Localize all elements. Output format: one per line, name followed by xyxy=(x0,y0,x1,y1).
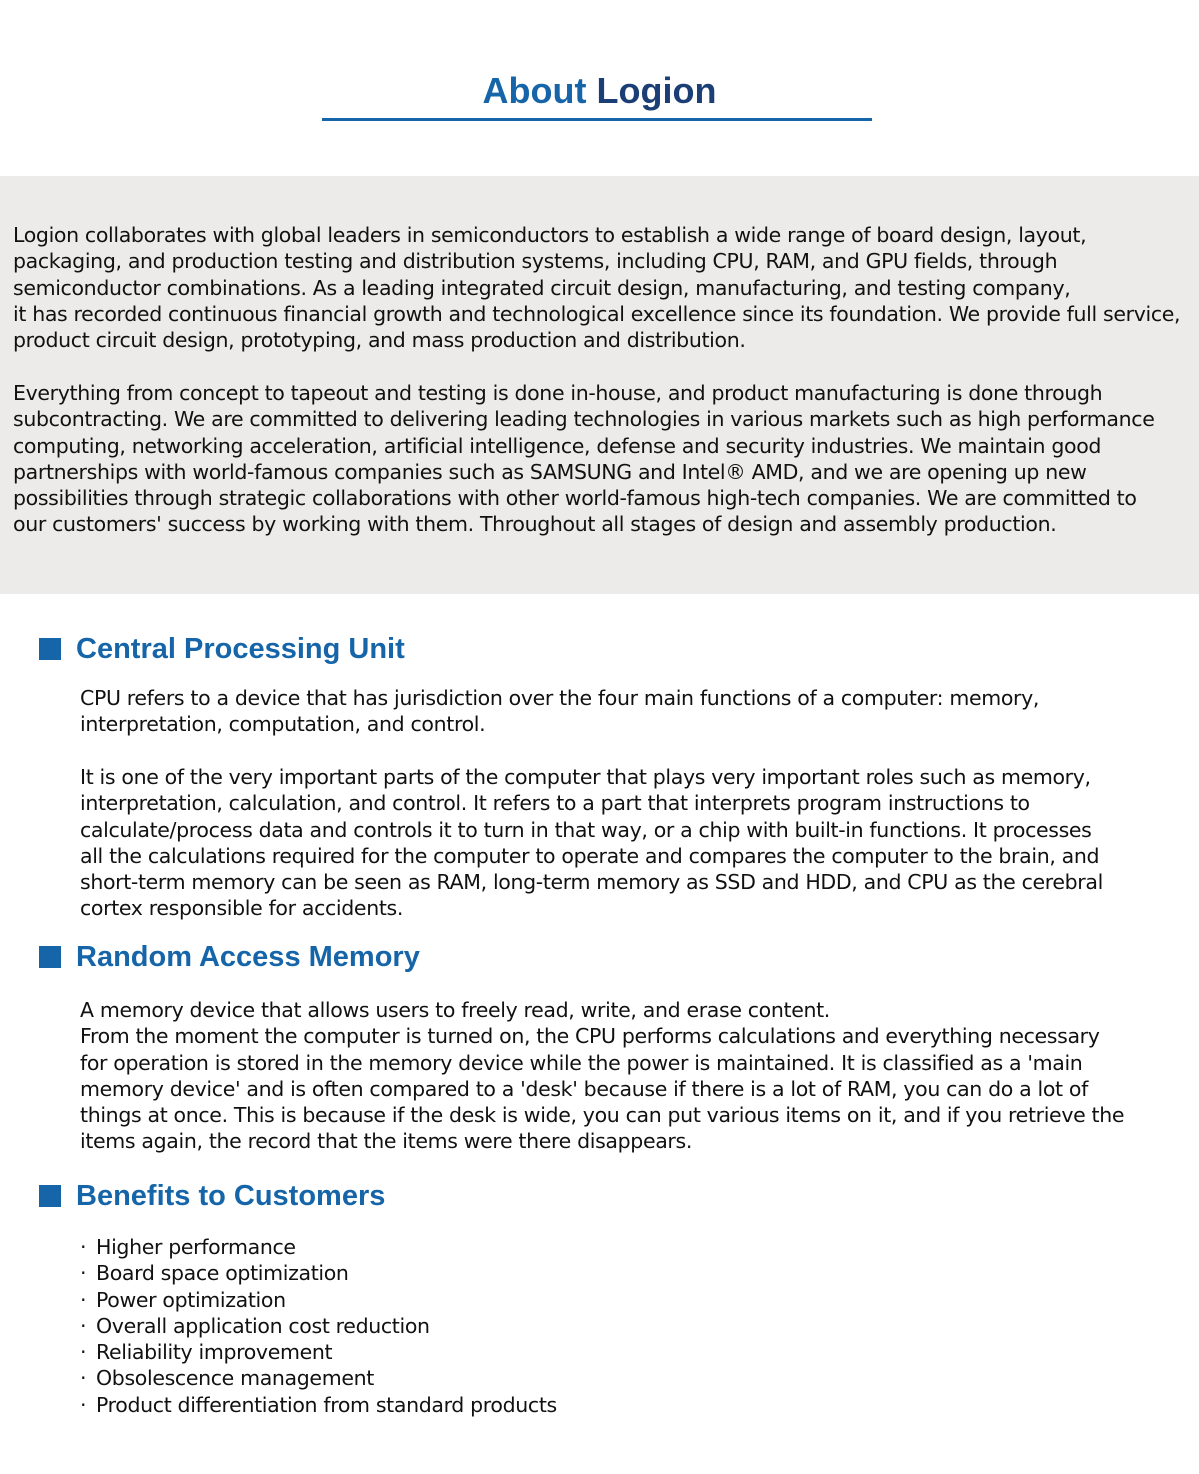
cpu-paragraph-2 xyxy=(80,764,1180,922)
bullet-dot: · xyxy=(80,1340,87,1365)
benefits-list xyxy=(80,1234,557,1418)
benefit-text: Obsolescence management xyxy=(96,1366,374,1391)
benefits-heading-text: Benefits to Customers xyxy=(76,1179,386,1212)
benefit-text: Overall application cost reduction xyxy=(96,1313,430,1338)
ram-line: things at once. This is because if the desk is wide, you can put various items on it, and if you retrieve the xyxy=(80,1103,1125,1128)
benefit-text: Board space optimization xyxy=(96,1261,349,1286)
list-item xyxy=(80,1260,557,1286)
cpu-heading xyxy=(39,629,405,669)
bullet-dot: · xyxy=(80,1313,87,1338)
page-title xyxy=(0,66,1199,116)
cpu-p2-line: short-term memory can be seen as RAM, long-term memory as SSD and HDD, and CPU as the cerebral xyxy=(80,870,1103,895)
bullet-dot: · xyxy=(80,1261,87,1286)
list-item xyxy=(80,1313,557,1339)
intro-p2-line: computing, networking acceleration, artificial intelligence, defense and security industries. We maintain good xyxy=(13,433,1102,458)
cpu-p2-line: It is one of the very important parts of the computer that plays very important roles such as memory, xyxy=(80,765,1091,789)
benefit-text: Power optimization xyxy=(96,1287,286,1312)
ram-heading-text: Random Access Memory xyxy=(76,940,420,973)
list-item xyxy=(80,1339,557,1365)
benefits-heading xyxy=(39,1176,385,1216)
cpu-p1-line: CPU refers to a device that has jurisdiction over the four main functions of a computer: memory, xyxy=(80,686,1040,710)
intro-p2-line: Everything from concept to tapeout and testing is done in-house, and product manufacturing is done through xyxy=(13,381,1103,405)
intro-p1-line: product circuit design, prototyping, and mass production and distribution. xyxy=(13,328,746,353)
ram-line: From the moment the computer is turned on, the CPU performs calculations and everything necessary xyxy=(80,1024,1100,1049)
square-bullet-icon xyxy=(39,1185,61,1207)
cpu-heading-text: Central Processing Unit xyxy=(76,632,405,665)
ram-line: A memory device that allows users to freely read, write, and erase content. xyxy=(80,998,830,1022)
benefit-text: Higher performance xyxy=(96,1235,296,1259)
intro-p2-line: possibilities through strategic collaborations with other world-famous high-tech companies. We are committed to xyxy=(13,486,1137,511)
intro-p2-line: our customers' success by working with them. Throughout all stages of design and assembly production. xyxy=(13,512,1057,537)
benefit-text: Product differentiation from standard products xyxy=(96,1392,557,1417)
cpu-paragraph-1 xyxy=(80,685,1180,738)
intro-p2-line: subcontracting. We are committed to delivering leading technologies in various markets such as high performance xyxy=(13,407,1155,432)
cpu-p2-line: all the calculations required for the computer to operate and compares the computer to the brain, and xyxy=(80,843,1100,868)
ram-line: for operation is stored in the memory device while the power is maintained. It is classified as a 'main xyxy=(80,1050,1083,1075)
bullet-dot: · xyxy=(80,1366,87,1391)
intro-p1-line: Logion collaborates with global leaders in semiconductors to establish a wide range of board design, layout, xyxy=(13,223,1087,247)
ram-heading xyxy=(39,937,420,977)
ram-line: items again, the record that the items were there disappears. xyxy=(80,1129,693,1154)
bullet-dot: · xyxy=(80,1392,87,1417)
intro-p1-line: packaging, and production testing and distribution systems, including CPU, RAM, and GPU fields, through xyxy=(13,249,1058,274)
page-title-about: About xyxy=(482,70,587,111)
bullet-dot: · xyxy=(80,1235,87,1259)
square-bullet-icon xyxy=(39,946,61,968)
page-title-logion: Logion xyxy=(596,70,717,111)
cpu-p2-line: calculate/process data and controls it to turn in that way, or a chip with built-in functions. It processes xyxy=(80,817,1092,842)
bullet-dot: · xyxy=(80,1287,87,1312)
list-item xyxy=(80,1287,557,1313)
ram-paragraph xyxy=(80,997,1180,1155)
intro-p1-line: semiconductor combinations. As a leading integrated circuit design, manufacturing, and testing company, xyxy=(13,275,1071,300)
cpu-p2-line: cortex responsible for accidents. xyxy=(80,896,404,921)
list-item xyxy=(80,1365,557,1391)
square-bullet-icon xyxy=(39,638,61,660)
list-item xyxy=(80,1392,557,1418)
list-item xyxy=(80,1234,557,1260)
title-underline xyxy=(322,118,872,121)
intro-p2-line: partnerships with world-famous companies such as SAMSUNG and Intel® AMD, and we are opening up new xyxy=(13,459,1087,484)
intro-p1-line: it has recorded continuous financial growth and technological excellence since its foundation. We provide full service, xyxy=(13,301,1181,326)
cpu-p1-line: interpretation, computation, and control. xyxy=(80,712,486,737)
intro-paragraph-1 xyxy=(13,222,1197,353)
benefit-text: Reliability improvement xyxy=(96,1340,333,1365)
cpu-p2-line: interpretation, calculation, and control. It refers to a part that interprets program instructions to xyxy=(80,791,1030,816)
ram-line: memory device' and is often compared to a 'desk' because if there is a lot of RAM, you can do a lot of xyxy=(80,1076,1088,1101)
intro-paragraph-2 xyxy=(13,380,1197,538)
